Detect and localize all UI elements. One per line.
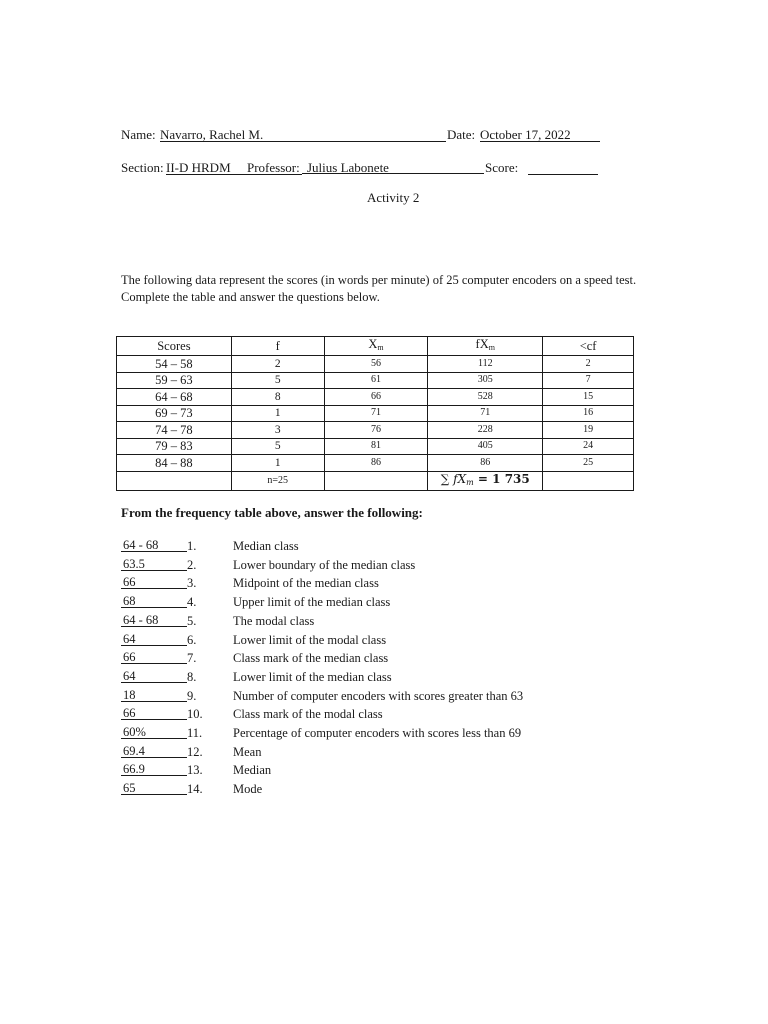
name-value: Navarro, Rachel M. bbox=[160, 127, 446, 142]
table-header-row bbox=[117, 337, 634, 356]
answer-value: 66.9 bbox=[121, 761, 187, 776]
questions-heading: From the frequency table above, answer the following: bbox=[121, 505, 423, 520]
cell-fxm: 528 bbox=[428, 389, 543, 406]
answer-value: 66 bbox=[121, 574, 187, 589]
cell-cf: 7 bbox=[543, 372, 634, 389]
cell-f: 2 bbox=[231, 356, 324, 373]
cell-fxm: 305 bbox=[428, 372, 543, 389]
answer-value: 63.5 bbox=[121, 556, 187, 571]
question-text: Lower limit of the modal class bbox=[233, 632, 387, 647]
question-number: 14. bbox=[187, 782, 203, 797]
cell-scores: 79 – 83 bbox=[117, 438, 232, 455]
header-scores: Scores bbox=[117, 337, 232, 356]
question-number: 6. bbox=[187, 632, 197, 647]
answer-value: 18 bbox=[121, 687, 187, 702]
sum-fx-prefix: ∑ fX bbox=[440, 471, 467, 486]
professor-label: Professor: bbox=[247, 160, 302, 175]
question-text: Lower boundary of the median class bbox=[233, 557, 416, 572]
cell-xm: 71 bbox=[324, 405, 428, 422]
cell-f: 5 bbox=[231, 372, 324, 389]
cell-fxm: 228 bbox=[428, 422, 543, 439]
cell-fxm: 405 bbox=[428, 438, 543, 455]
answer-value: 65 bbox=[121, 780, 187, 795]
name-label: Name: bbox=[121, 127, 156, 142]
question-text: Class mark of the median class bbox=[233, 651, 389, 666]
instructions-paragraph: The following data represent the scores (in words per minute) of 25 computer encoders on a speed test. Complete the table and answer the questions below. bbox=[121, 273, 637, 304]
question-text: Class mark of the modal class bbox=[233, 707, 383, 722]
cell-scores: 59 – 63 bbox=[117, 372, 232, 389]
answer-value: 64 - 68 bbox=[121, 537, 187, 552]
header-fxm bbox=[428, 337, 543, 356]
cell-fxm: 71 bbox=[428, 405, 543, 422]
table-row bbox=[117, 389, 634, 406]
cell-scores: 54 – 58 bbox=[117, 356, 232, 373]
question-text: Number of computer encoders with scores greater than 63 bbox=[233, 688, 524, 703]
cell-cf: 2 bbox=[543, 356, 634, 373]
cell-f: 1 bbox=[231, 405, 324, 422]
cell-xm: 81 bbox=[324, 438, 428, 455]
cell-scores: 64 – 68 bbox=[117, 389, 232, 406]
question-number: 9. bbox=[187, 688, 197, 703]
cell-cf: 19 bbox=[543, 422, 634, 439]
answer-value: 68 bbox=[121, 593, 187, 608]
date-value: October 17, 2022 bbox=[480, 127, 600, 142]
section-label: Section: bbox=[121, 160, 164, 175]
table-row bbox=[117, 422, 634, 439]
question-text: The modal class bbox=[233, 613, 315, 628]
cell-sum-fx bbox=[428, 471, 543, 490]
section-value: II-D HRDM bbox=[166, 160, 241, 175]
date-label: Date: bbox=[447, 127, 476, 142]
cell-f: 1 bbox=[231, 455, 324, 472]
answer-value: 66 bbox=[121, 705, 187, 720]
question-text: Upper limit of the median class bbox=[233, 595, 391, 610]
cell-xm: 86 bbox=[324, 455, 428, 472]
question-text: Midpoint of the median class bbox=[233, 576, 379, 591]
cell-scores: 69 – 73 bbox=[117, 405, 232, 422]
table-row bbox=[117, 372, 634, 389]
header-xm-label: X bbox=[368, 337, 378, 351]
answer-value: 66 bbox=[121, 649, 187, 664]
cell-fxm: 86 bbox=[428, 455, 543, 472]
header-xm-subscript: m bbox=[377, 343, 384, 352]
cell-total-n: n=25 bbox=[231, 471, 324, 490]
cell-f: 5 bbox=[231, 438, 324, 455]
table-total-row bbox=[117, 471, 634, 490]
answer-value: 64 bbox=[121, 631, 187, 646]
page-title: Activity 2 bbox=[367, 190, 420, 205]
question-number: 11. bbox=[187, 726, 203, 740]
question-text: Mode bbox=[233, 782, 263, 797]
cell-xm: 66 bbox=[324, 389, 428, 406]
question-number: 3. bbox=[187, 576, 197, 591]
header-cf: <cf bbox=[543, 337, 634, 356]
question-number: 10. bbox=[187, 707, 203, 722]
question-number: 12. bbox=[187, 744, 203, 759]
frequency-table bbox=[116, 336, 634, 491]
question-text: Lower limit of the median class bbox=[233, 669, 392, 684]
question-number: 7. bbox=[187, 651, 197, 666]
cell-empty bbox=[117, 471, 232, 490]
score-value bbox=[528, 160, 598, 175]
header-fxm-subscript: m bbox=[488, 343, 495, 352]
question-text: Percentage of computer encoders with scores less than 69 bbox=[233, 726, 522, 740]
cell-cf: 25 bbox=[543, 455, 634, 472]
header-f: f bbox=[231, 337, 324, 356]
cell-cf: 16 bbox=[543, 405, 634, 422]
header-xm bbox=[324, 337, 428, 356]
question-text: Mean bbox=[233, 744, 262, 759]
cell-f: 8 bbox=[231, 389, 324, 406]
question-number: 8. bbox=[187, 669, 197, 684]
cell-fxm: 112 bbox=[428, 356, 543, 373]
question-text: Median bbox=[233, 763, 272, 778]
answer-value: 64 bbox=[121, 668, 187, 683]
table-row bbox=[117, 438, 634, 455]
professor-value: Julius Labonete bbox=[302, 160, 484, 174]
answer-value: 64 - 68 bbox=[121, 612, 187, 627]
cell-xm: 61 bbox=[324, 372, 428, 389]
table-row bbox=[117, 455, 634, 472]
question-number: 4. bbox=[187, 595, 197, 610]
sum-fx-subscript: m bbox=[466, 477, 474, 487]
question-number: 1. bbox=[187, 539, 197, 553]
question-number: 2. bbox=[187, 557, 197, 572]
cell-xm: 56 bbox=[324, 356, 428, 373]
cell-scores: 84 – 88 bbox=[117, 455, 232, 472]
table-row bbox=[117, 356, 634, 373]
cell-xm: 76 bbox=[324, 422, 428, 439]
cell-cf: 15 bbox=[543, 389, 634, 406]
question-text: Median class bbox=[233, 539, 299, 553]
question-number: 13. bbox=[187, 763, 203, 778]
cell-cf: 24 bbox=[543, 438, 634, 455]
answer-value: 69.4 bbox=[121, 743, 187, 758]
question-number: 5. bbox=[187, 613, 197, 628]
cell-empty bbox=[324, 471, 428, 490]
sum-fx-value: = 1 735 bbox=[473, 471, 530, 486]
cell-empty bbox=[543, 471, 634, 490]
table-row bbox=[117, 405, 634, 422]
header-fxm-label: fX bbox=[475, 337, 489, 351]
answer-value: 60% bbox=[121, 724, 187, 739]
cell-scores: 74 – 78 bbox=[117, 422, 232, 439]
cell-f: 3 bbox=[231, 422, 324, 439]
score-label: Score: bbox=[485, 160, 519, 175]
